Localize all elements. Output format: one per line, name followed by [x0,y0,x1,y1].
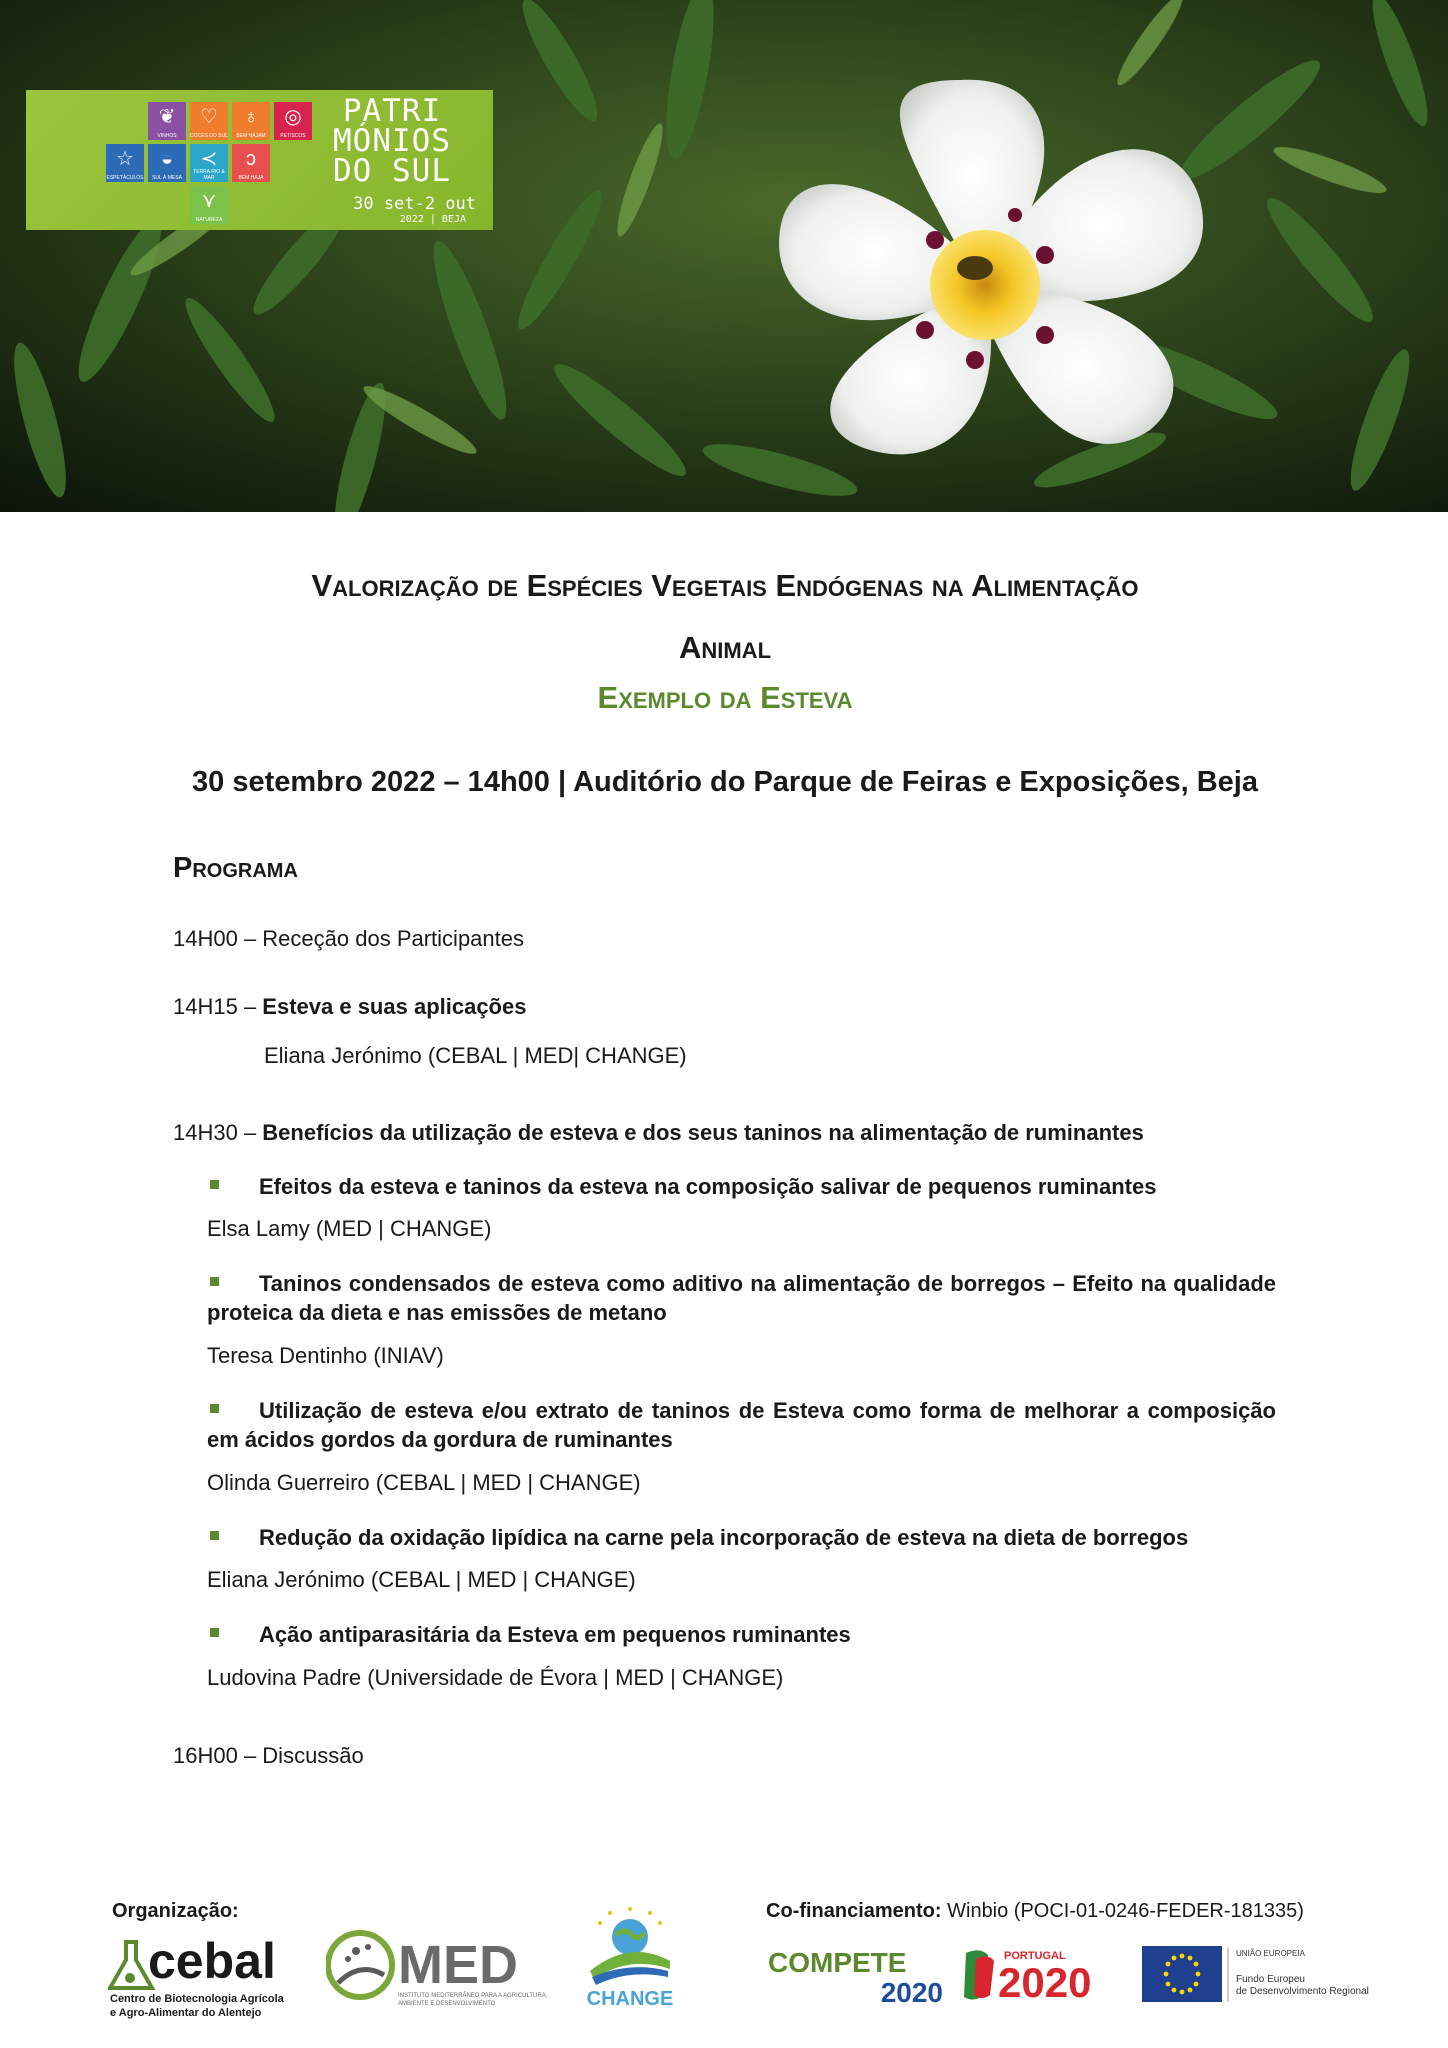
program-item-discussao [173,1743,364,1769]
bullet-square-icon [210,1404,219,1413]
program-text: Esteva e suas aplicações [262,994,527,1019]
talk-title: Ação antiparasitária da Esteva em pequenos ruminantes [207,1620,1276,1649]
programa-heading: Programa [173,852,298,884]
program-item-beneficios [173,1120,1144,1146]
program-text: Benefícios da utilização de esteva e dos seus taninos na alimentação de ruminantes [262,1120,1144,1145]
svg-text:COMPETE: COMPETE [768,1947,907,1978]
portugal-2020-logo [962,1945,1122,2003]
logo-title: PATRI MÓNIOS DO SUL [333,93,451,189]
svg-text:CHANGE: CHANGE [586,1988,674,2010]
program-item-reception [173,926,524,952]
hero-photo [0,0,1448,512]
svg-text:INSTITUTO MEDITERRÂNEO PARA A: INSTITUTO MEDITERRÂNEO PARA A AGRICULTURA, [398,1993,548,1999]
program-time: 14H30 – [173,1120,263,1145]
talk-speaker: Olinda Guerreiro (CEBAL | MED | CHANGE) [207,1470,641,1495]
logo-dates: 30 set-2 out [353,194,476,214]
program-time: 14H00 – [173,926,263,951]
organizacao-label: Organização: [112,1900,239,1922]
svg-text:e Agro-Alimentar do Alentejo: e Agro-Alimentar do Alentejo [110,2007,262,2019]
bullet-square-icon [210,1628,219,1637]
eu-feder-logo [1142,1944,1382,2006]
compete-2020-logo [768,1944,943,2006]
svg-text:MED: MED [398,1935,518,1995]
talk-speaker: Teresa Dentinho (INIAV) [207,1343,444,1368]
program-time: 16H00 – [173,1743,263,1768]
svg-text:de Desenvolvimento Regional: de Desenvolvimento Regional [1236,1986,1369,1997]
svg-text:UNIÃO EUROPEIA: UNIÃO EUROPEIA [1236,1949,1305,1958]
bullet-square-icon [210,1531,219,1540]
cebal-logo [108,1930,308,2020]
cistus-flower-photo [0,0,1448,512]
logo-tiles [78,102,306,223]
program-item-esteva [173,994,526,1020]
program-text: Discussão [262,1743,364,1768]
talk-title: Redução da oxidação lipídica na carne pela incorporação de esteva na dieta de borregos [207,1523,1276,1552]
star-icon: ☆ ESPETÁCULOS [106,144,144,182]
acorn-icon: ♁ BEM HAJAM [232,102,270,140]
talk-speaker: Elsa Lamy (MED | CHANGE) [207,1216,492,1241]
svg-text:2020: 2020 [880,1977,943,2006]
change-logo [580,1905,680,2015]
heart-icon: ♡ DOCES DO SUL [190,102,228,140]
bull-icon: ↄ BEM HAJA [232,144,270,182]
page-subtitle: Exemplo da Esteva [597,680,853,715]
bird-icon: ⋎ NATUREZA [190,186,228,224]
plate-icon: ◎ PETISCOS [274,102,312,140]
logo-year: 2022 | BEJA [399,214,466,225]
svg-text:PORTUGAL: PORTUGAL [1004,1950,1066,1962]
program-speaker: Eliana Jerónimo (CEBAL | MED| CHANGE) [264,1043,687,1068]
svg-text:2020: 2020 [998,1959,1092,2003]
svg-text:Fundo Europeu: Fundo Europeu [1236,1974,1305,1985]
med-logo [326,1925,552,2011]
svg-text:Centro de Biotecnologia Agríco: Centro de Biotecnologia Agrícola [110,1993,284,2005]
talk-speaker: Eliana Jerónimo (CEBAL | MED | CHANGE) [207,1567,636,1592]
bullet-square-icon [210,1277,219,1286]
cofinanciamento-label: Co-financiamento: Winbio (POCI-01-0246-FEDER-181335) [766,1900,1304,1922]
patrimonios-do-sul-logo [26,90,493,230]
bullet-square-icon [210,1180,219,1189]
svg-text:AMBIENTE E DESENVOLVIMENTO: AMBIENTE E DESENVOLVIMENTO [398,2001,496,2007]
page-title: Valorização de Espécies Vegetais Endógenas na Alimentação Animal [311,568,1139,665]
talk-title: Utilização de esteva e/ou extrato de taninos de Esteva como forma de melhorar a composição em ácidos gordos da gordura de ruminantes [207,1398,1276,1452]
grape-icon: ❦ VINHOS [148,102,186,140]
fish-icon: ≺ TERRA RIO & MAR [190,144,228,182]
talk-title: Efeitos da esteva e taninos da esteva na composição salivar de pequenos ruminantes [207,1172,1276,1201]
event-date-location: 30 setembro 2022 – 14h00 | Auditório do Parque de Feiras e Exposições, Beja [192,766,1258,798]
program-time: 14H15 – [173,994,263,1019]
svg-text:cebal: cebal [148,1933,276,1989]
pot-icon: ◒ SUL À MESA [148,144,186,182]
talk-speaker: Ludovina Padre (Universidade de Évora | MED | CHANGE) [207,1665,784,1690]
talk-title: Taninos condensados de esteva como aditivo na alimentação de borregos – Efeito na qualidade proteica da dieta e nas emissões de metano [207,1271,1276,1325]
program-text: Receção dos Participantes [262,926,524,951]
